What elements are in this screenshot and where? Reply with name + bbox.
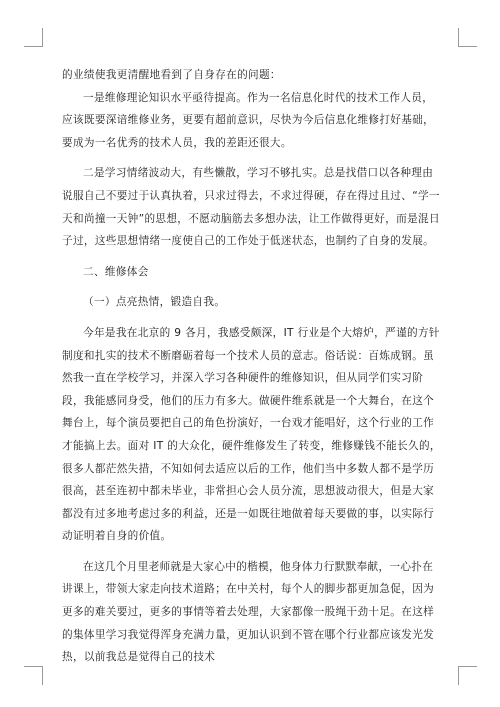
crop-mark-bottom-right [458,666,477,685]
section-heading: 二、维修体会 [83,265,149,278]
paragraph-experience: 今年是我在北京的 9 各月，我感受颇深，IT 行业是个大熔炉，严谨的方针制度和扎实的技术不断磨砺着每一个技术人员的意志。俗话说：百炼成钢。虽然我一直在学校学习，并深入学习各种硬件的维修知识，但从同学们实习阶段，我能感同身受，他们的压力有多大。做硬件维系就是一个大舞台，在这个舞台上，每个演员要把自己的角色扮演好，一台戏才能唱好，这个行业的工作才能搞上去。面对 IT 的大众化，硬件维修发生了转变，维修赚钱不能长久的，很多人都茫然失措，不知如何去适应以后的工作，他们当中多数人都不是学历很高，甚至连初中都未毕业，非常担心会人员分流，思想波动很大，但是大家都没有过多地考虑过多的利益，还是一如既往地做着每天要做的事，以实际行动证明着自身的价值。 [62,326,441,543]
crop-mark-top-right [458,28,477,47]
document-body [62,64,442,669]
crop-mark-top-left [24,28,43,47]
paragraph-problem-two: 二是学习情绪波动大，有些懒散，学习不够扎实。总是找借口以各种理由说服自己不要过于认真执着，只求过得去，不求过得硬，存在得过且过、“学一天和尚撞一天钟”的思想，不愿动脑筋去多想办法，让工作做得更好，而是混日子过，这些思想情绪一度使自己的工作处于低迷状态，也制约了自身的发展。 [62,167,440,248]
paragraph-problem-one: 一是维修理论知识水平亟待提高。作为一名信息化时代的技术工作人员，应该既要深谙维修业务，更要有超前意识，尽快为今后信息化维修打好基础，要成为一名优秀的技术人员，我的差距还很大。 [62,91,435,149]
subsection-heading: （一）点亮热情，锻造自我。 [83,296,226,309]
paragraph-continued: 的业绩使我更清醒地看到了自身存在的问题： [62,69,281,81]
paragraph-teacher: 在这几个月里老师就是大家心中的楷模，他身体力行默默奉献，一心扑在讲课上，带领大家走向技术道路；在中关村，每个人的脚步都更加急促，因为更多的难关要过，更多的事情等着去处理，大家都像一股绳干劲十足。在这样的集体里学习我觉得浑身充满力量，更加认识到不管在哪个行业都应该发光发热，以前我总是觉得自己的技术 [62,560,435,664]
crop-mark-bottom-left [24,666,43,685]
